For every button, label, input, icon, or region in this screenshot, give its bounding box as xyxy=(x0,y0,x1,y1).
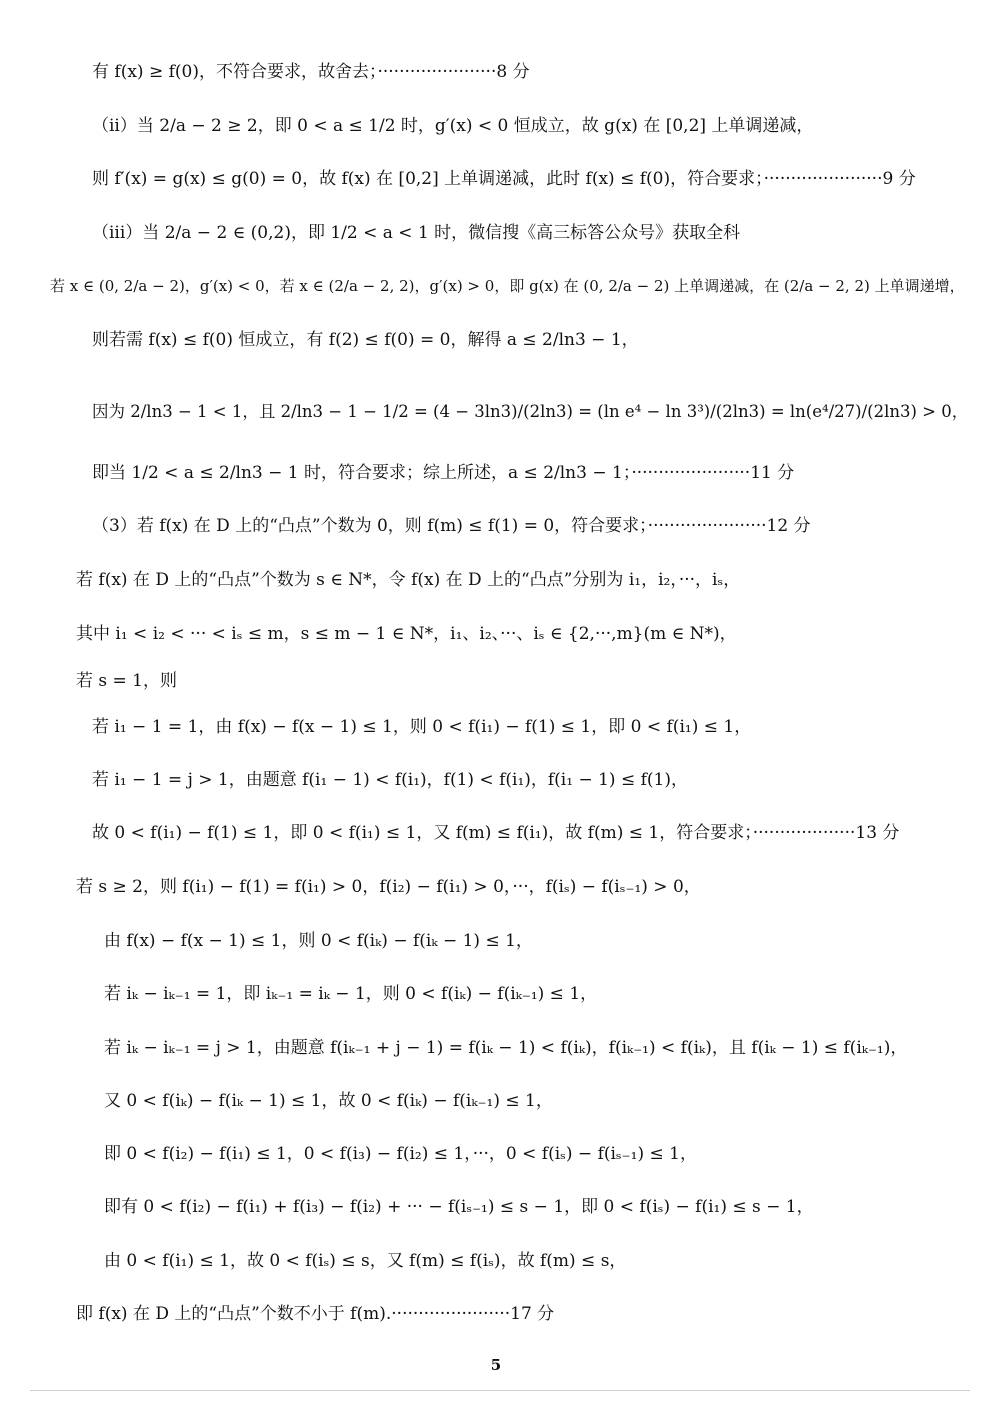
solution-line: 又 0 < f(iₖ) − f(iₖ − 1) ≤ 1，故 0 < f(iₖ) − f(iₖ₋₁) ≤ 1， xyxy=(104,1091,553,1111)
solution-line: 即有 0 < f(i₂) − f(i₁) + f(i₃) − f(i₂) + ··· − f(iₛ₋₁) ≤ s − 1，即 0 < f(iₛ) − f(i₁) ≤ s − 1， xyxy=(104,1197,814,1217)
page-number: 5 xyxy=(490,1356,502,1374)
solution-line: 由 f(x) − f(x − 1) ≤ 1，则 0 < f(iₖ) − f(iₖ − 1) ≤ 1， xyxy=(104,931,533,951)
solution-line: （iii）当 2/a − 2 ∈ (0,2)，即 1/2 < a < 1 时，微信搜《高三标答公众号》获取全科 xyxy=(92,223,741,243)
solution-line: 若 iₖ − iₖ₋₁ = j > 1，由题意 f(iₖ₋₁ + j − 1) = f(iₖ − 1) < f(iₖ)，f(iₖ₋₁) < f(iₖ)，且 f(iₖ − 1) ≤ f(iₖ₋₁)， xyxy=(104,1038,908,1058)
solution-line: （ii）当 2/a − 2 ≥ 2，即 0 < a ≤ 1/2 时，g′(x) < 0 恒成立，故 g(x) 在 [0,2] 上单调递减， xyxy=(92,116,814,136)
solution-line: 若 i₁ − 1 = j > 1，由题意 f(i₁ − 1) < f(i₁)，f(1) < f(i₁)，f(i₁ − 1) ≤ f(1)， xyxy=(92,770,688,790)
solution-line: （3）若 f(x) 在 D 上的“凸点”个数为 0，则 f(m) ≤ f(1) = 0，符合要求；······················12 分 xyxy=(92,516,811,536)
solution-line: 即 f(x) 在 D 上的“凸点”个数不小于 f(m).······················17 分 xyxy=(76,1304,555,1324)
solution-line: 若 s ≥ 2，则 f(i₁) − f(1) = f(i₁) > 0，f(i₂) − f(i₁) > 0，···，f(iₛ) − f(iₛ₋₁) > 0， xyxy=(76,877,701,897)
footer-divider xyxy=(30,1390,970,1391)
solution-line: 由 0 < f(i₁) ≤ 1，故 0 < f(iₛ) ≤ s，又 f(m) ≤ f(iₛ)，故 f(m) ≤ s， xyxy=(104,1251,627,1271)
solution-line: 则若需 f(x) ≤ f(0) 恒成立，有 f(2) ≤ f(0) = 0，解得 a ≤ 2/ln3 − 1， xyxy=(92,330,639,350)
solution-line: 若 i₁ − 1 = 1，由 f(x) − f(x − 1) ≤ 1，则 0 < f(i₁) − f(1) ≤ 1，即 0 < f(i₁) ≤ 1， xyxy=(92,717,752,737)
solution-line: 因为 2/ln3 − 1 < 1，且 2/ln3 − 1 − 1/2 = (4 − 3ln3)/(2ln3) = (ln e⁴ − ln 3³)/(2ln3) = ln(e⁴/27)/(2ln3) > 0， xyxy=(92,402,969,421)
solution-line: 故 0 < f(i₁) − f(1) ≤ 1，即 0 < f(i₁) ≤ 1，又 f(m) ≤ f(i₁)，故 f(m) ≤ 1，符合要求；···················13 分 xyxy=(92,823,900,843)
solution-line: 若 f(x) 在 D 上的“凸点”个数为 s ∈ N*，令 f(x) 在 D 上的“凸点”分别为 i₁，i₂，···，iₛ， xyxy=(76,570,741,590)
solution-line: 即 0 < f(i₂) − f(i₁) ≤ 1，0 < f(i₃) − f(i₂) ≤ 1，···，0 < f(iₛ) − f(iₛ₋₁) ≤ 1， xyxy=(104,1144,697,1164)
solution-line: 若 x ∈ (0, 2/a − 2)，g′(x) < 0，若 x ∈ (2/a − 2, 2)，g′(x) > 0，即 g(x) 在 (0, 2/a − 2) 上单调递减，在 (2/a − 2, 2) 上单调递增， xyxy=(50,277,965,295)
solution-line: 若 s = 1，则 xyxy=(76,671,177,691)
solution-line: 有 f(x) ≥ f(0)，不符合要求，故舍去；······················8 分 xyxy=(92,62,530,82)
solution-line: 若 iₖ − iₖ₋₁ = 1，即 iₖ₋₁ = iₖ − 1，则 0 < f(iₖ) − f(iₖ₋₁) ≤ 1， xyxy=(104,984,598,1004)
solution-line: 则 f′(x) = g(x) ≤ g(0) = 0，故 f(x) 在 [0,2] 上单调递减，此时 f(x) ≤ f(0)，符合要求；······················9 分 xyxy=(92,169,916,189)
solution-line: 即当 1/2 < a ≤ 2/ln3 − 1 时，符合要求；综上所述，a ≤ 2/ln3 − 1；······················11 分 xyxy=(92,463,795,483)
solution-line: 其中 i₁ < i₂ < ··· < iₛ ≤ m，s ≤ m − 1 ∈ N*，i₁、i₂、···、iₛ ∈ {2,···,m}(m ∈ N*)， xyxy=(76,624,737,644)
